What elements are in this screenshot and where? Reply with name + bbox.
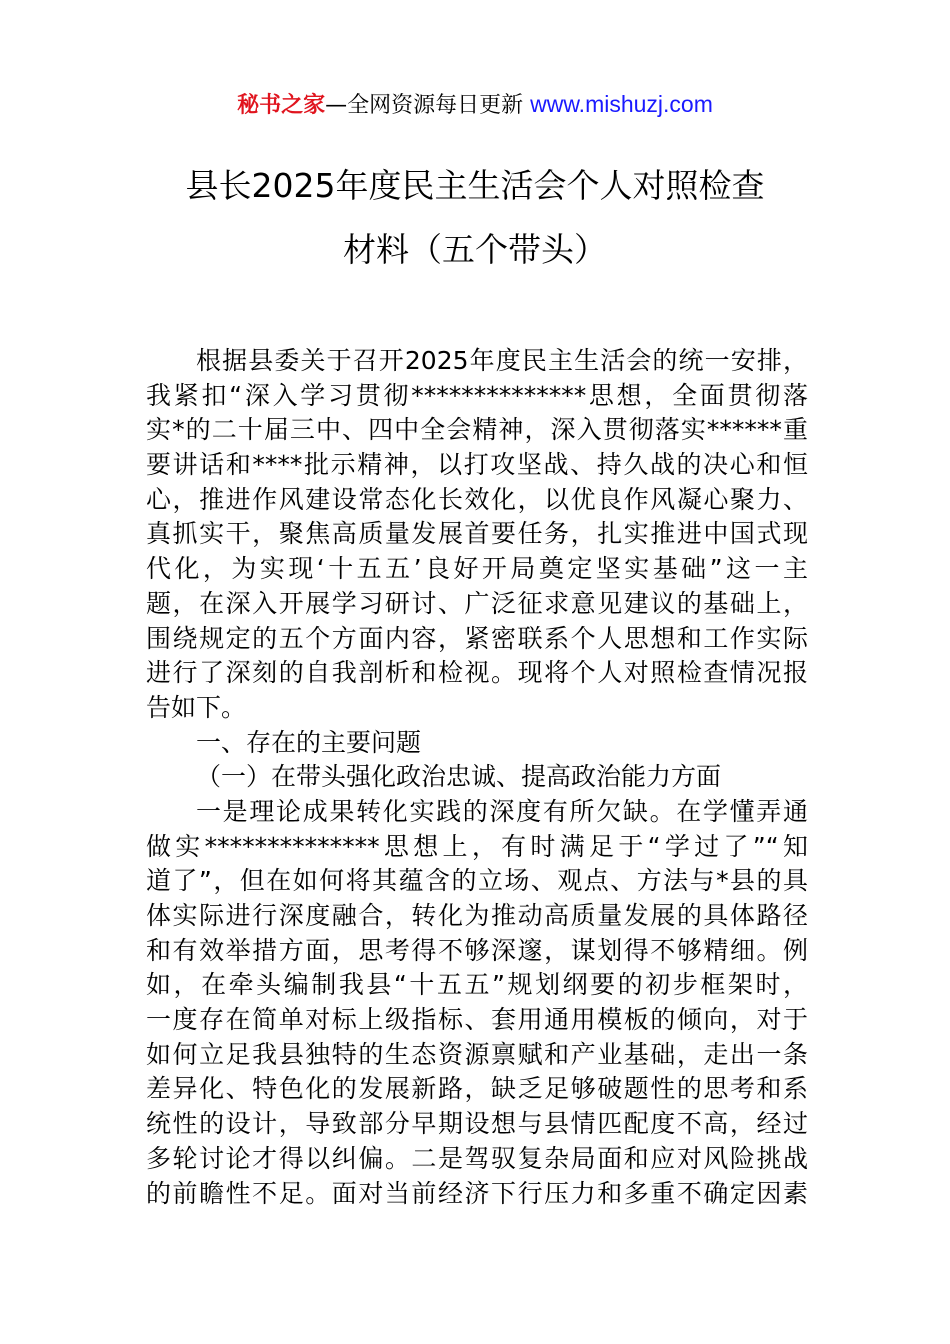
- body-line: 如何立足我县独特的生态资源禀赋和产业基础，走出一条: [146, 1039, 808, 1069]
- document-title-line-1: 县长2025年度民主生活会个人对照检查: [185, 166, 765, 205]
- site-brand[interactable]: 秘书之家: [237, 93, 326, 118]
- document-body: [146, 344, 808, 1211]
- body-line: 的前瞻性不足。面对当前经济下行压力和多重不确定因素: [146, 1178, 808, 1208]
- site-header: [0, 88, 950, 122]
- site-url-link[interactable]: www.mishuzj.com: [530, 91, 713, 117]
- document-title-line-2: 材料（五个带头）: [343, 230, 607, 269]
- subsection-heading: （一）在带头强化政治忠诚、提高政治能力方面: [196, 762, 722, 792]
- body-line: 题，在深入开展学习研讨、广泛征求意见建议的基础上，: [146, 588, 808, 618]
- body-line: 如，在牵头编制我县“十五五”规划纲要的初步框架时，: [146, 970, 808, 1000]
- body-line: 实*的二十届三中、四中全会精神，深入贯彻落实******重: [146, 415, 808, 445]
- section-heading: 一、存在的主要问题: [196, 727, 422, 757]
- body-line: 要讲话和****批示精神，以打攻坚战、持久战的决心和恒: [146, 450, 808, 480]
- body-line: 多轮讨论才得以纠偏。二是驾驭复杂局面和应对风险挑战: [146, 1143, 808, 1173]
- body-line: 一度存在简单对标上级指标、套用通用模板的倾向，对于: [146, 1005, 808, 1035]
- body-line: 道了”，但在如何将其蕴含的立场、观点、方法与*县的具: [146, 866, 808, 896]
- body-line: 代化，为实现‘十五五’良好开局奠定坚实基础”这一主: [146, 554, 808, 584]
- site-slogan: —全网资源每日更新: [325, 93, 531, 118]
- body-line: 一是理论成果转化实践的深度有所欠缺。在学懂弄通: [196, 796, 808, 826]
- body-line: 做实**************思想上，有时满足于“学过了”“知: [146, 831, 808, 861]
- body-line: 体实际进行深度融合，转化为推动高质量发展的具体路径: [146, 901, 808, 930]
- body-line: 根据县委关于召开2025年度民主生活会的统一安排，: [196, 346, 808, 375]
- body-line: 真抓实干，聚焦高质量发展首要任务，扎实推进中国式现: [146, 519, 808, 549]
- body-line: 统性的设计，导致部分早期设想与县情匹配度不高，经过: [146, 1109, 808, 1139]
- body-line: 告如下。: [146, 692, 247, 722]
- body-line: 围绕规定的五个方面内容，紧密联系个人思想和工作实际: [146, 623, 808, 653]
- body-line: 进行了深刻的自我剖析和检视。现将个人对照检查情况报: [146, 658, 808, 688]
- body-line: 我紧扣“深入学习贯彻**************思想，全面贯彻落: [146, 380, 808, 410]
- body-line: 差异化、特色化的发展新路，缺乏足够破题性的思考和系: [146, 1074, 808, 1104]
- body-line: 和有效举措方面，思考得不够深邃，谋划得不够精细。例: [146, 935, 808, 965]
- body-line: 心，推进作风建设常态化长效化，以优良作风凝心聚力、: [146, 484, 808, 514]
